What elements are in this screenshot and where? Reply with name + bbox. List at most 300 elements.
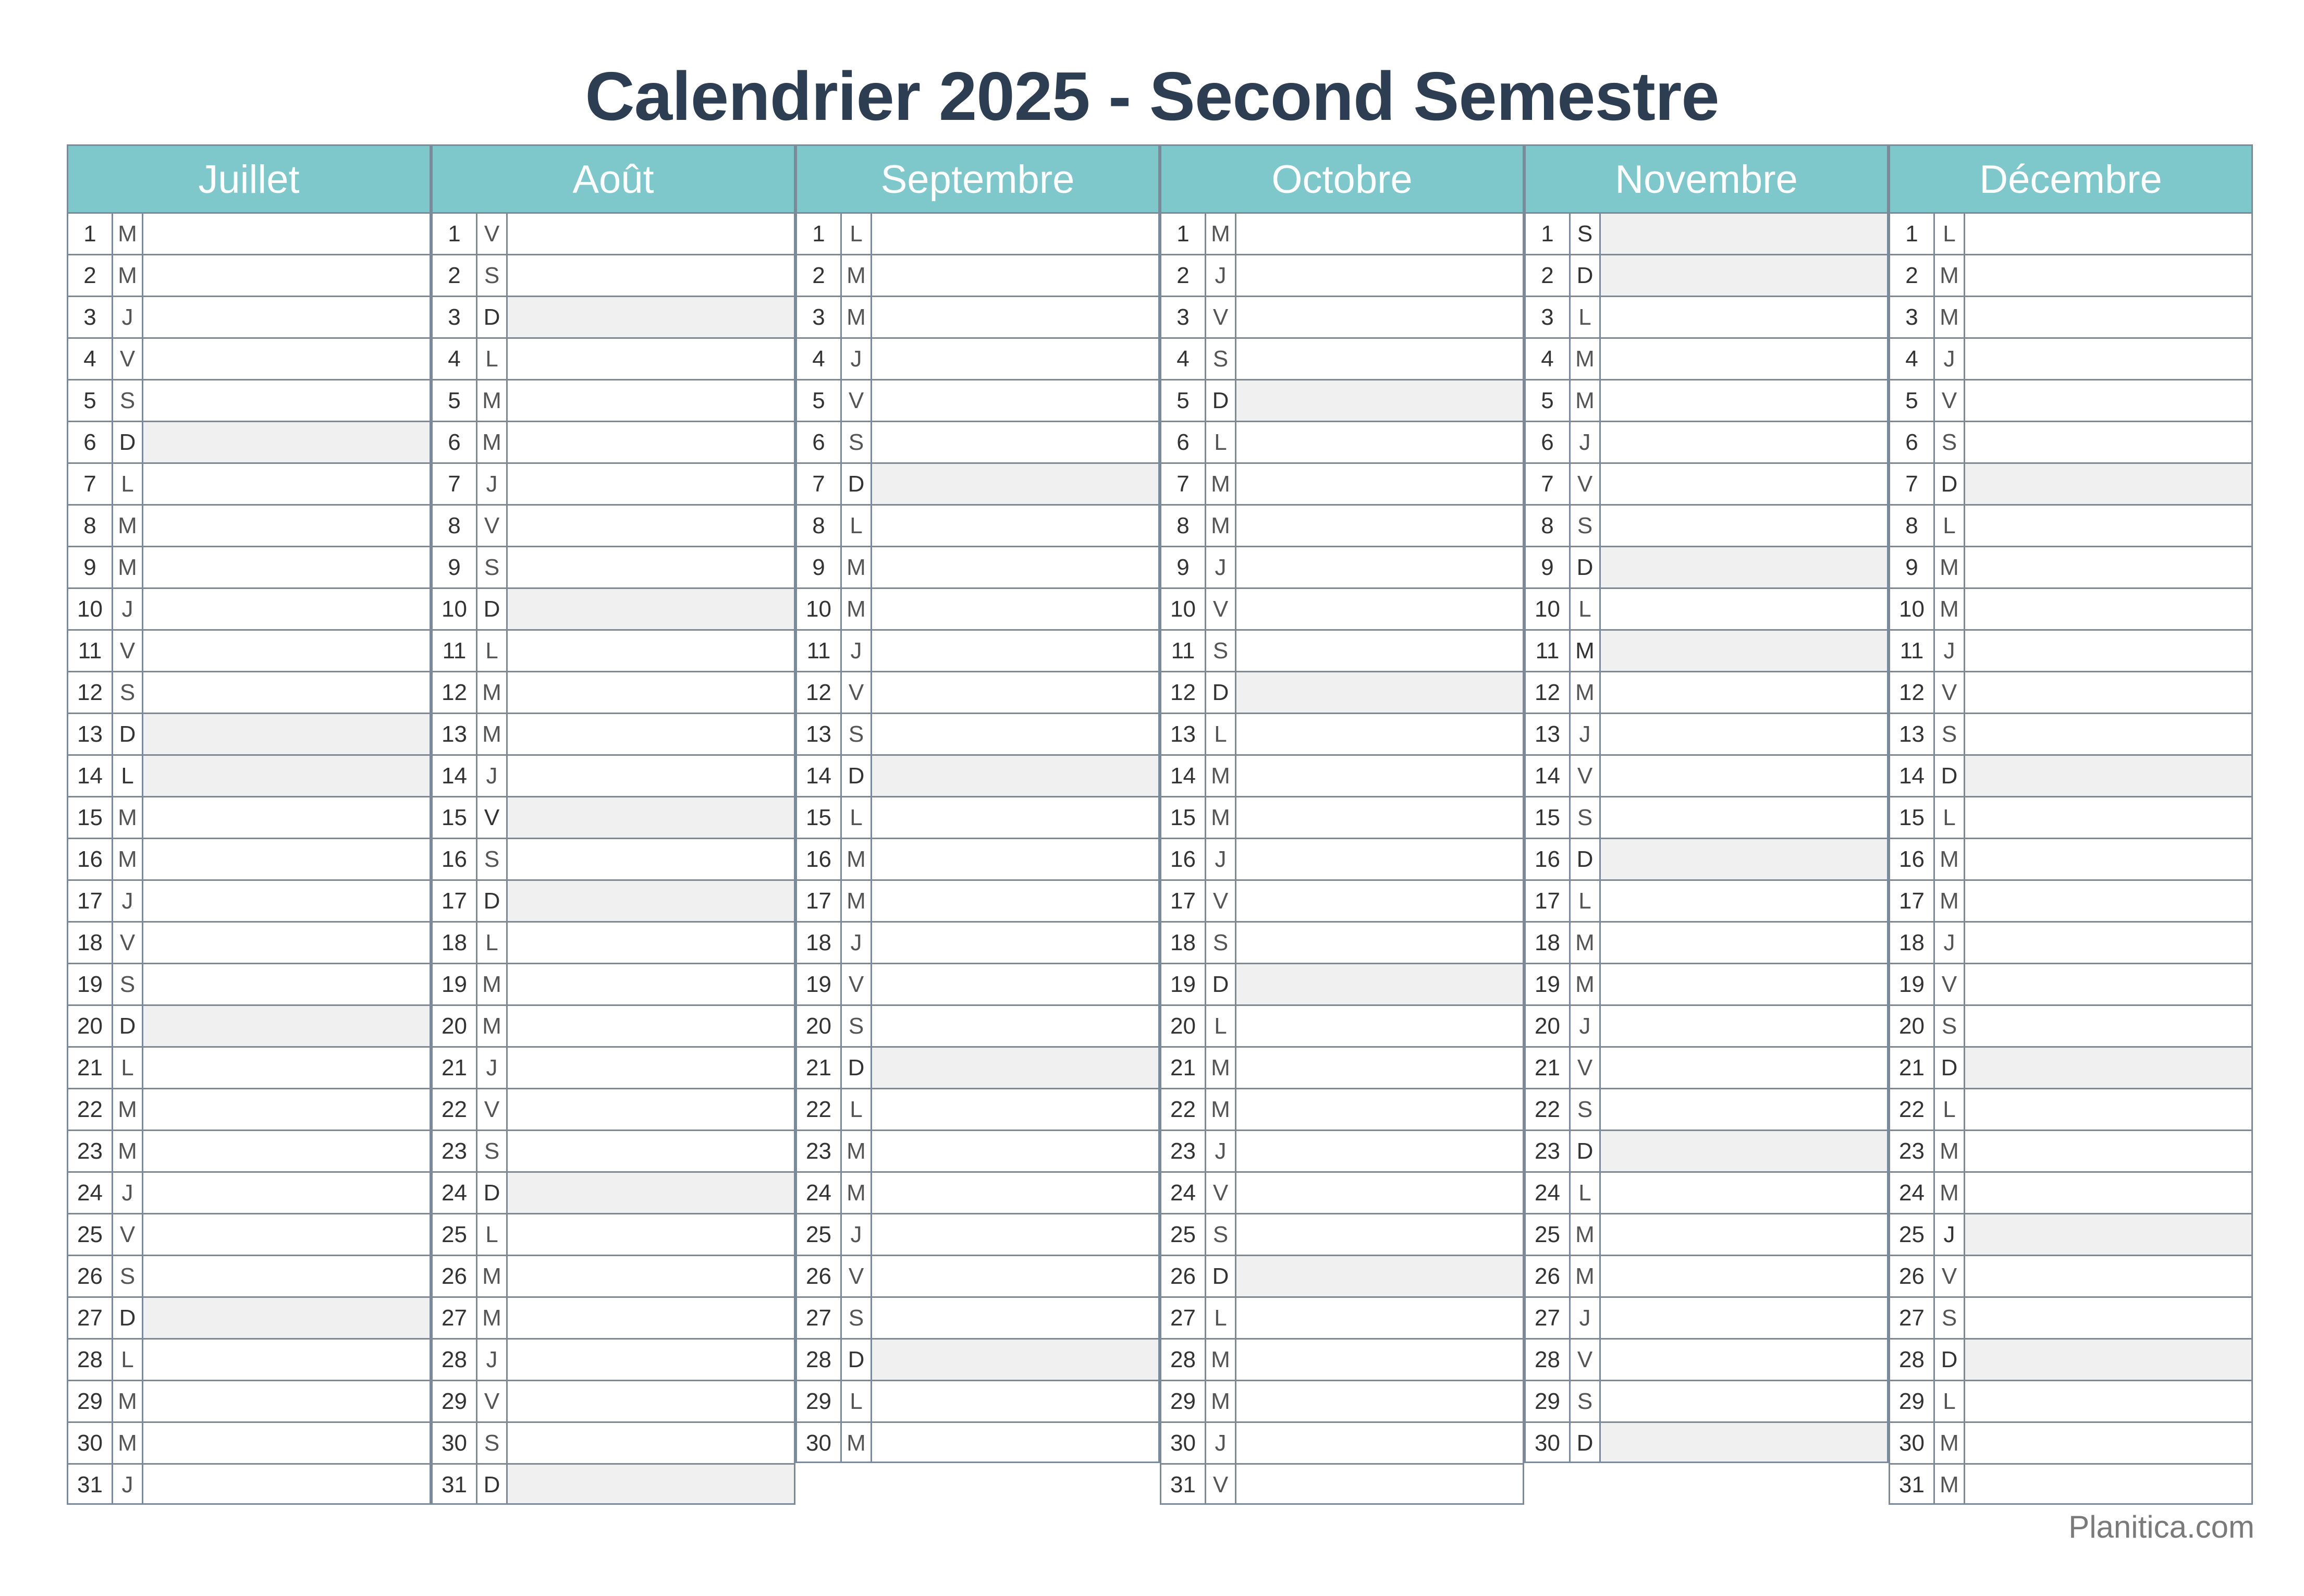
weekday-letter: M xyxy=(113,1423,143,1463)
page-title: Calendrier 2025 - Second Semestre xyxy=(585,58,1719,134)
day-row xyxy=(1161,1463,1523,1505)
day-row xyxy=(68,629,430,671)
day-row xyxy=(433,1421,794,1463)
day-row xyxy=(797,629,1158,671)
day-number: 15 xyxy=(433,797,477,838)
note-cell xyxy=(143,881,430,921)
note-cell xyxy=(1236,1381,1523,1421)
day-row xyxy=(1526,462,1887,504)
note-cell xyxy=(143,1173,430,1213)
day-row xyxy=(1890,587,2251,629)
day-number: 22 xyxy=(1161,1089,1206,1130)
day-number: 28 xyxy=(433,1340,477,1380)
weekday-letter: M xyxy=(477,672,508,713)
weekday-letter: V xyxy=(113,631,143,671)
weekday-letter: S xyxy=(113,380,143,421)
weekday-letter: L xyxy=(113,464,143,504)
weekday-letter: S xyxy=(1206,339,1236,379)
weekday-letter: M xyxy=(113,1381,143,1421)
note-cell xyxy=(143,1006,430,1046)
day-row xyxy=(433,1088,794,1130)
day-number: 20 xyxy=(68,1006,113,1046)
day-row xyxy=(797,1296,1158,1338)
note-cell xyxy=(1236,339,1523,379)
day-number: 8 xyxy=(1890,506,1935,546)
note-cell xyxy=(872,339,1158,379)
note-cell xyxy=(508,1423,794,1463)
day-row xyxy=(797,879,1158,921)
weekday-letter: D xyxy=(842,1340,872,1380)
day-number: 26 xyxy=(1890,1256,1935,1296)
note-cell xyxy=(1236,756,1523,796)
note-cell xyxy=(872,881,1158,921)
day-row xyxy=(1161,212,1523,254)
day-number: 17 xyxy=(1890,881,1935,921)
weekday-letter: V xyxy=(1571,464,1601,504)
weekday-letter: M xyxy=(842,1173,872,1213)
day-row xyxy=(68,838,430,879)
weekday-letter: J xyxy=(1206,839,1236,879)
day-row xyxy=(1526,1088,1887,1130)
note-cell xyxy=(1236,464,1523,504)
note-cell xyxy=(143,756,430,796)
day-row xyxy=(433,963,794,1004)
note-cell xyxy=(508,1381,794,1421)
day-row xyxy=(433,296,794,337)
day-number: 20 xyxy=(433,1006,477,1046)
day-row xyxy=(68,296,430,337)
weekday-letter: L xyxy=(1571,297,1601,337)
day-number: 29 xyxy=(797,1381,842,1421)
weekday-letter: D xyxy=(477,589,508,629)
note-cell xyxy=(508,339,794,379)
day-row xyxy=(1526,713,1887,754)
day-number: 19 xyxy=(797,964,842,1004)
day-number: 3 xyxy=(433,297,477,337)
day-number: 6 xyxy=(1161,422,1206,462)
day-number: 16 xyxy=(797,839,842,879)
weekday-letter: D xyxy=(1206,1256,1236,1296)
weekday-letter: S xyxy=(113,672,143,713)
weekday-letter: J xyxy=(842,1214,872,1255)
day-number: 29 xyxy=(68,1381,113,1421)
day-number: 28 xyxy=(797,1340,842,1380)
note-cell xyxy=(872,547,1158,587)
weekday-letter: L xyxy=(1571,1173,1601,1213)
weekday-letter: D xyxy=(477,1465,508,1503)
note-cell xyxy=(1236,631,1523,671)
day-row xyxy=(433,212,794,254)
weekday-letter: J xyxy=(1206,255,1236,296)
note-cell xyxy=(872,1131,1158,1171)
day-number: 16 xyxy=(68,839,113,879)
note-cell xyxy=(1236,1089,1523,1130)
weekday-letter: L xyxy=(842,1089,872,1130)
note-cell xyxy=(143,1089,430,1130)
day-row xyxy=(797,296,1158,337)
day-number: 3 xyxy=(797,297,842,337)
day-number: 31 xyxy=(1890,1465,1935,1503)
day-row xyxy=(1526,379,1887,421)
weekday-letter: L xyxy=(1206,714,1236,754)
day-number: 12 xyxy=(1526,672,1571,713)
note-cell xyxy=(508,1131,794,1171)
month-header: Décembre xyxy=(1889,144,2253,212)
day-row xyxy=(68,1171,430,1213)
note-cell xyxy=(1965,380,2251,421)
note-cell xyxy=(1601,839,1887,879)
weekday-letter: L xyxy=(477,923,508,963)
day-number: 10 xyxy=(1526,589,1571,629)
weekday-letter: D xyxy=(842,464,872,504)
day-number: 20 xyxy=(1890,1006,1935,1046)
note-cell xyxy=(1965,1006,2251,1046)
day-row xyxy=(433,1046,794,1088)
weekday-letter: S xyxy=(477,255,508,296)
weekday-letter: V xyxy=(842,380,872,421)
weekday-letter: V xyxy=(477,1089,508,1130)
note-cell xyxy=(1601,964,1887,1004)
day-number: 5 xyxy=(797,380,842,421)
day-row xyxy=(797,421,1158,462)
day-number: 8 xyxy=(1526,506,1571,546)
weekday-letter: M xyxy=(842,589,872,629)
day-number: 5 xyxy=(1526,380,1571,421)
weekday-letter: L xyxy=(1935,506,1965,546)
day-number: 11 xyxy=(1890,631,1935,671)
day-row xyxy=(1161,1088,1523,1130)
weekday-letter: M xyxy=(1206,1381,1236,1421)
day-number: 10 xyxy=(1890,589,1935,629)
weekday-letter: S xyxy=(1571,506,1601,546)
day-row xyxy=(1526,963,1887,1004)
day-row xyxy=(1161,879,1523,921)
day-number: 21 xyxy=(1526,1048,1571,1088)
day-row xyxy=(1890,1171,2251,1213)
weekday-letter: V xyxy=(1571,756,1601,796)
note-cell xyxy=(872,756,1158,796)
note-cell xyxy=(1601,756,1887,796)
day-number: 6 xyxy=(1526,422,1571,462)
day-number: 25 xyxy=(68,1214,113,1255)
day-row xyxy=(433,671,794,713)
day-number: 31 xyxy=(68,1465,113,1503)
weekday-letter: M xyxy=(1935,1173,1965,1213)
weekday-letter: S xyxy=(842,422,872,462)
weekday-letter: L xyxy=(477,1214,508,1255)
note-cell xyxy=(143,672,430,713)
day-row xyxy=(68,713,430,754)
month-column xyxy=(795,144,1160,1463)
day-number: 7 xyxy=(1526,464,1571,504)
day-number: 27 xyxy=(68,1298,113,1338)
note-cell xyxy=(1236,1340,1523,1380)
day-row xyxy=(1161,1046,1523,1088)
day-row xyxy=(68,671,430,713)
day-number: 29 xyxy=(1161,1381,1206,1421)
note-cell xyxy=(508,422,794,462)
weekday-letter: M xyxy=(113,839,143,879)
weekday-letter: M xyxy=(1206,756,1236,796)
weekday-letter: L xyxy=(1571,589,1601,629)
day-number: 14 xyxy=(1161,756,1206,796)
day-number: 24 xyxy=(797,1173,842,1213)
day-row xyxy=(1161,754,1523,796)
note-cell xyxy=(508,881,794,921)
note-cell xyxy=(1601,297,1887,337)
note-cell xyxy=(1601,339,1887,379)
day-row xyxy=(1161,796,1523,838)
day-row xyxy=(433,1463,794,1505)
note-cell xyxy=(872,422,1158,462)
day-row xyxy=(68,1338,430,1380)
weekday-letter: M xyxy=(1571,1214,1601,1255)
day-row xyxy=(68,1046,430,1088)
weekday-letter: M xyxy=(842,1423,872,1462)
day-row xyxy=(433,796,794,838)
note-cell xyxy=(1236,1048,1523,1088)
weekday-letter: V xyxy=(1935,964,1965,1004)
note-cell xyxy=(1965,506,2251,546)
day-row xyxy=(1526,504,1887,546)
weekday-letter: M xyxy=(113,214,143,254)
day-row xyxy=(1526,838,1887,879)
note-cell xyxy=(143,255,430,296)
day-row xyxy=(797,1046,1158,1088)
day-row xyxy=(1526,879,1887,921)
weekday-letter: M xyxy=(1935,255,1965,296)
day-number: 7 xyxy=(797,464,842,504)
note-cell xyxy=(508,506,794,546)
note-cell xyxy=(1965,1131,2251,1171)
day-row xyxy=(1526,1004,1887,1046)
day-number: 29 xyxy=(1526,1381,1571,1421)
day-number: 6 xyxy=(797,422,842,462)
note-cell xyxy=(143,839,430,879)
note-cell xyxy=(508,255,794,296)
day-number: 16 xyxy=(1890,839,1935,879)
weekday-letter: L xyxy=(1206,1006,1236,1046)
day-row xyxy=(1526,1338,1887,1380)
weekday-letter: M xyxy=(1935,1131,1965,1171)
day-row xyxy=(797,587,1158,629)
note-cell xyxy=(1965,839,2251,879)
day-row xyxy=(68,254,430,296)
day-number: 9 xyxy=(1526,547,1571,587)
note-cell xyxy=(1236,839,1523,879)
weekday-letter: J xyxy=(113,1465,143,1503)
day-number: 28 xyxy=(1526,1340,1571,1380)
day-number: 4 xyxy=(1526,339,1571,379)
note-cell xyxy=(872,797,1158,838)
note-cell xyxy=(143,1214,430,1255)
weekday-letter: M xyxy=(1935,589,1965,629)
weekday-letter: S xyxy=(842,1298,872,1338)
weekday-letter: M xyxy=(1935,1465,1965,1503)
day-number: 13 xyxy=(68,714,113,754)
day-number: 6 xyxy=(433,422,477,462)
weekday-letter: M xyxy=(113,1089,143,1130)
weekday-letter: L xyxy=(113,1048,143,1088)
day-list xyxy=(1524,212,1889,1463)
day-number: 29 xyxy=(433,1381,477,1421)
day-row xyxy=(433,921,794,963)
note-cell xyxy=(508,631,794,671)
day-row xyxy=(797,462,1158,504)
day-row xyxy=(1526,1421,1887,1463)
day-row xyxy=(68,1421,430,1463)
day-row xyxy=(1526,212,1887,254)
day-row xyxy=(68,1380,430,1421)
day-row xyxy=(68,1130,430,1171)
day-row xyxy=(433,1171,794,1213)
day-row xyxy=(1526,421,1887,462)
weekday-letter: M xyxy=(1935,1423,1965,1463)
note-cell xyxy=(508,297,794,337)
day-number: 8 xyxy=(433,506,477,546)
day-row xyxy=(68,212,430,254)
day-row xyxy=(1890,1296,2251,1338)
day-number: 2 xyxy=(1161,255,1206,296)
weekday-letter: M xyxy=(842,297,872,337)
day-row xyxy=(1890,1380,2251,1421)
weekday-letter: M xyxy=(1571,923,1601,963)
day-number: 2 xyxy=(1890,255,1935,296)
day-number: 21 xyxy=(433,1048,477,1088)
weekday-letter: M xyxy=(113,1131,143,1171)
day-row xyxy=(1890,1004,2251,1046)
day-number: 1 xyxy=(797,214,842,254)
day-list xyxy=(1160,212,1524,1505)
note-cell xyxy=(508,589,794,629)
weekday-letter: S xyxy=(1571,214,1601,254)
day-row xyxy=(1161,462,1523,504)
weekday-letter: M xyxy=(1206,1340,1236,1380)
day-row xyxy=(797,713,1158,754)
day-number: 26 xyxy=(433,1256,477,1296)
note-cell xyxy=(1965,964,2251,1004)
weekday-letter: S xyxy=(477,839,508,879)
day-row xyxy=(68,337,430,379)
weekday-letter: S xyxy=(1935,1006,1965,1046)
day-number: 17 xyxy=(68,881,113,921)
day-number: 5 xyxy=(1890,380,1935,421)
weekday-letter: D xyxy=(1935,464,1965,504)
footer-credit: Planitica.com xyxy=(2068,1509,2254,1544)
day-row xyxy=(433,1130,794,1171)
weekday-letter: V xyxy=(1206,1173,1236,1213)
day-number: 1 xyxy=(1161,214,1206,254)
weekday-letter: M xyxy=(1571,339,1601,379)
day-number: 9 xyxy=(68,547,113,587)
day-row xyxy=(1890,879,2251,921)
weekday-letter: D xyxy=(1571,1131,1601,1171)
day-number: 5 xyxy=(1161,380,1206,421)
weekday-letter: J xyxy=(1206,547,1236,587)
weekday-letter: J xyxy=(1935,1214,1965,1255)
day-number: 22 xyxy=(68,1089,113,1130)
day-number: 27 xyxy=(1526,1298,1571,1338)
day-number: 26 xyxy=(797,1256,842,1296)
weekday-letter: V xyxy=(477,214,508,254)
day-row xyxy=(433,1255,794,1296)
weekday-letter: D xyxy=(1571,839,1601,879)
day-number: 15 xyxy=(1890,797,1935,838)
note-cell xyxy=(1236,1423,1523,1463)
note-cell xyxy=(508,1298,794,1338)
weekday-letter: J xyxy=(1571,714,1601,754)
day-row xyxy=(433,1338,794,1380)
day-list xyxy=(67,212,431,1505)
day-row xyxy=(1526,921,1887,963)
day-number: 9 xyxy=(1161,547,1206,587)
day-number: 6 xyxy=(1890,422,1935,462)
day-number: 19 xyxy=(1526,964,1571,1004)
note-cell xyxy=(1236,1298,1523,1338)
weekday-letter: S xyxy=(1571,797,1601,838)
note-cell xyxy=(1236,714,1523,754)
weekday-letter: D xyxy=(113,714,143,754)
day-number: 11 xyxy=(1161,631,1206,671)
weekday-letter: M xyxy=(1206,464,1236,504)
note-cell xyxy=(1236,1256,1523,1296)
note-cell xyxy=(872,297,1158,337)
day-row xyxy=(68,921,430,963)
note-cell xyxy=(1965,1381,2251,1421)
day-row xyxy=(68,1463,430,1505)
weekday-letter: S xyxy=(113,964,143,1004)
day-number: 15 xyxy=(1526,797,1571,838)
month-column xyxy=(1889,144,2253,1505)
note-cell xyxy=(1236,547,1523,587)
day-number: 21 xyxy=(1161,1048,1206,1088)
day-row xyxy=(1161,254,1523,296)
note-cell xyxy=(508,1465,794,1503)
note-cell xyxy=(1601,422,1887,462)
day-number: 22 xyxy=(1526,1089,1571,1130)
day-number: 6 xyxy=(68,422,113,462)
note-cell xyxy=(1601,1214,1887,1255)
day-number: 26 xyxy=(1526,1256,1571,1296)
note-cell xyxy=(143,1131,430,1171)
day-number: 29 xyxy=(1890,1381,1935,1421)
day-number: 28 xyxy=(68,1340,113,1380)
day-row xyxy=(433,713,794,754)
day-number: 14 xyxy=(68,756,113,796)
day-row xyxy=(1161,1380,1523,1421)
note-cell xyxy=(508,672,794,713)
weekday-letter: L xyxy=(1571,881,1601,921)
note-cell xyxy=(1601,380,1887,421)
day-number: 30 xyxy=(1526,1423,1571,1462)
note-cell xyxy=(1965,1048,2251,1088)
day-number: 25 xyxy=(797,1214,842,1255)
day-row xyxy=(68,879,430,921)
weekday-letter: M xyxy=(1935,297,1965,337)
note-cell xyxy=(872,1256,1158,1296)
weekday-letter: S xyxy=(1935,422,1965,462)
weekday-letter: J xyxy=(477,1048,508,1088)
note-cell xyxy=(872,1089,1158,1130)
day-row xyxy=(1890,1046,2251,1088)
note-cell xyxy=(143,589,430,629)
day-number: 23 xyxy=(1526,1131,1571,1171)
day-row xyxy=(1161,504,1523,546)
day-row xyxy=(797,963,1158,1004)
day-number: 15 xyxy=(68,797,113,838)
weekday-letter: S xyxy=(842,1006,872,1046)
weekday-letter: D xyxy=(1935,756,1965,796)
